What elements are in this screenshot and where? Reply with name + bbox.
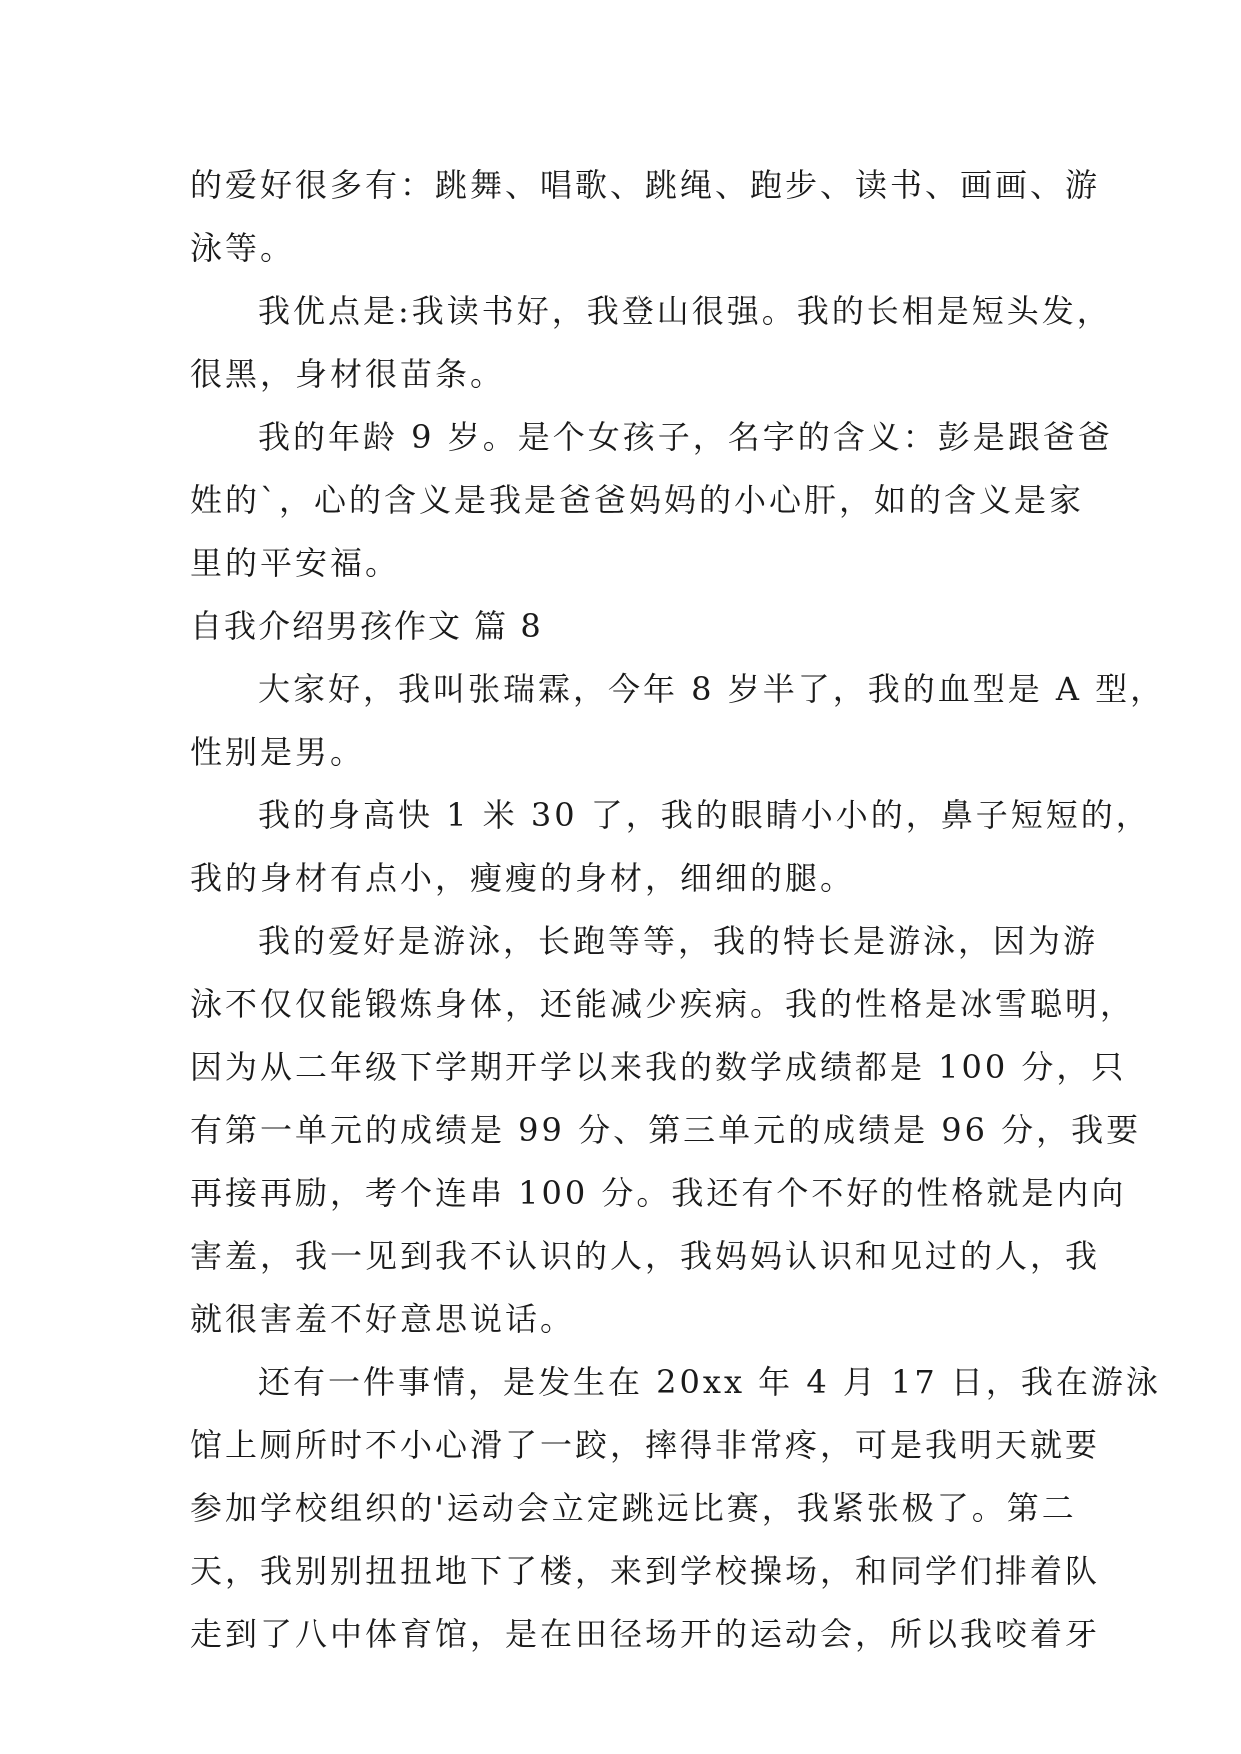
text-line: 因为从二年级下学期开学以来我的数学成绩都是 100 分，只 xyxy=(190,1048,1127,1086)
section-heading: 自我介绍男孩作文 篇 8 xyxy=(190,607,543,645)
text-line: 馆上厕所时不小心滑了一跤，摔得非常疼，可是我明天就要 xyxy=(190,1426,1101,1464)
text-line: 里的平安福。 xyxy=(190,544,401,582)
text-line: 走到了八中体育馆，是在田径场开的运动会，所以我咬着牙 xyxy=(190,1615,1101,1653)
paragraph-first-line: 我优点是:我读书好，我登山很强。我的长相是短头发， xyxy=(258,292,1112,330)
text-line: 姓的`，心的含义是我是爸爸妈妈的小心肝，如的含义是家 xyxy=(190,481,1085,519)
paragraph-first-line: 大家好，我叫张瑞霖，今年 8 岁半了，我的血型是 A 型， xyxy=(258,670,1166,708)
text-line: 就很害羞不好意思说话。 xyxy=(190,1300,576,1338)
text-line: 泳不仅仅能锻炼身体，还能减少疾病。我的性格是冰雪聪明， xyxy=(190,985,1136,1023)
text-line: 很黑，身材很苗条。 xyxy=(190,355,506,393)
text-line: 的爱好很多有：跳舞、唱歌、跳绳、跑步、读书、画画、游 xyxy=(190,166,1101,204)
text-line: 参加学校组织的'运动会立定跳远比赛，我紧张极了。第二 xyxy=(190,1489,1077,1527)
text-line: 天，我别别扭扭地下了楼，来到学校操场，和同学们排着队 xyxy=(190,1552,1101,1590)
paragraph-first-line: 我的爱好是游泳，长跑等等，我的特长是游泳，因为游 xyxy=(258,922,1099,960)
document-body xyxy=(190,154,1166,1666)
text-line: 性别是男。 xyxy=(190,733,366,771)
paragraph-first-line: 还有一件事情，是发生在 20xx 年 4 月 17 日，我在游泳 xyxy=(258,1363,1161,1401)
text-line: 泳等。 xyxy=(190,229,296,267)
text-line: 害羞，我一见到我不认识的人，我妈妈认识和见过的人，我 xyxy=(190,1237,1101,1275)
text-line: 我的身材有点小，瘦瘦的身材，细细的腿。 xyxy=(190,859,856,897)
text-line: 有第一单元的成绩是 99 分、第三单元的成绩是 96 分，我要 xyxy=(190,1111,1142,1149)
paragraph-first-line: 我的年龄 9 岁。是个女孩子，名字的含义：彭是跟爸爸 xyxy=(258,418,1113,456)
paragraph-first-line: 我的身高快 1 米 30 了，我的眼睛小小的，鼻子短短的， xyxy=(258,796,1151,834)
text-line: 再接再励，考个连串 100 分。我还有个不好的性格就是内向 xyxy=(190,1174,1127,1212)
